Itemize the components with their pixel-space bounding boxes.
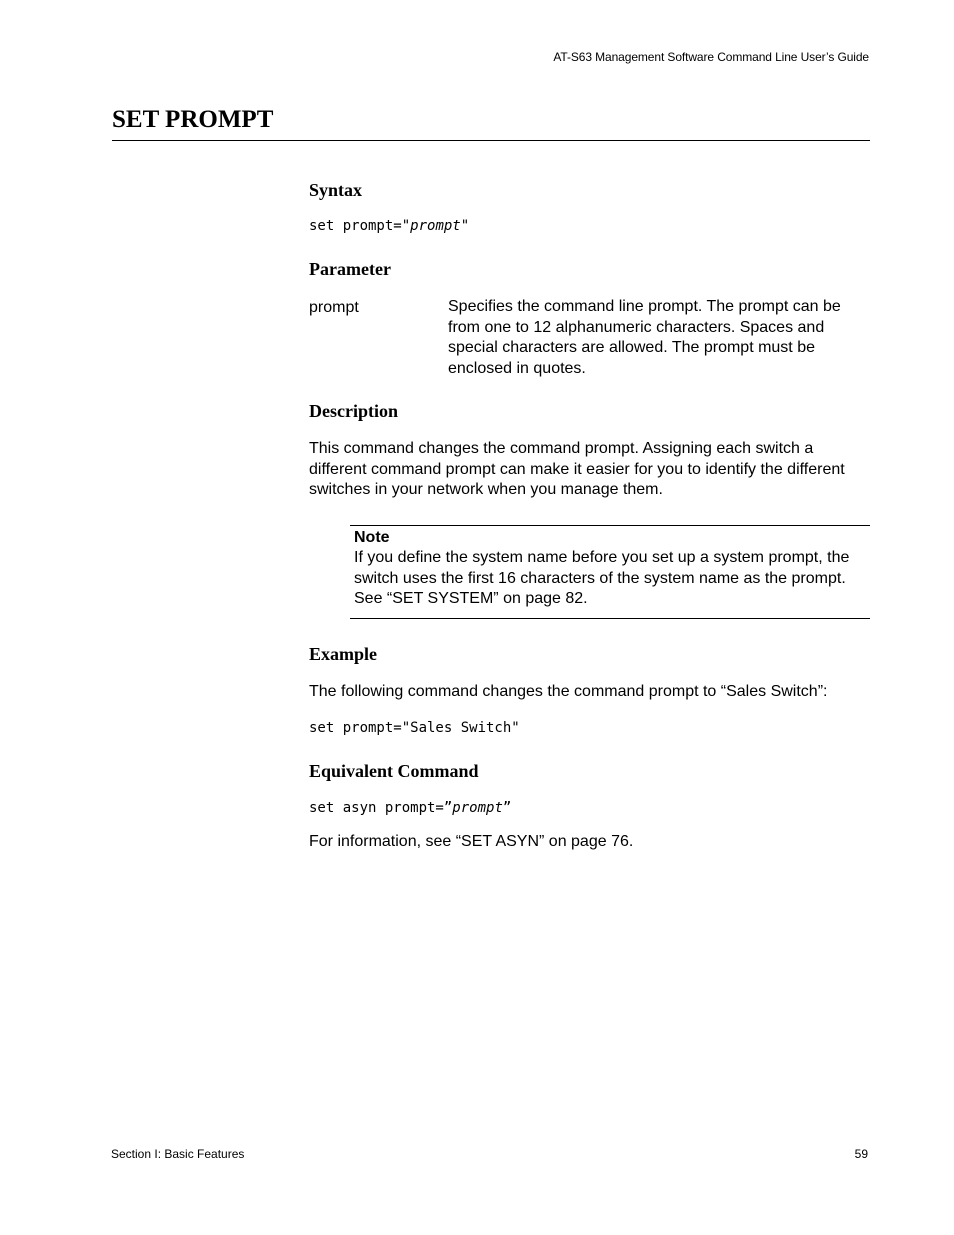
syntax-command-suffix: "	[460, 218, 470, 234]
syntax-command-prefix: set prompt="	[309, 218, 411, 234]
example-command: set prompt="Sales Switch"	[309, 720, 520, 736]
footer-section: Section I: Basic Features	[111, 1147, 245, 1161]
syntax-command	[309, 218, 469, 234]
equivalent-command-arg: prompt	[452, 800, 503, 816]
example-heading: Example	[309, 644, 378, 664]
note-text: If you define the system name before you set up a system prompt, the switch uses the first 16 characters of the system name as the prompt. See “SET SYSTEM” on page 82.	[354, 549, 850, 607]
equivalent-command	[309, 800, 511, 816]
equivalent-info-text: For information, see “SET ASYN” on page 76.	[309, 833, 634, 850]
parameter-heading: Parameter	[309, 259, 391, 279]
footer-page-number: 59	[854, 1147, 868, 1161]
title-rule	[112, 140, 870, 141]
description-text: This command changes the command prompt. Assigning each switch a different command prompt can make it easier for you to identify the different switches in your network when you manage them.	[309, 440, 845, 498]
description-heading: Description	[309, 401, 398, 421]
running-header: AT-S63 Management Software Command Line User’s Guide	[553, 50, 869, 64]
parameter-description: Specifies the command line prompt. The prompt can be from one to 12 alphanumeric characters. Spaces and special characters are allowed. The prompt must be enclosed in quotes.	[448, 298, 841, 377]
page-title: SET PROMPT	[112, 106, 274, 133]
parameter-name: prompt	[309, 299, 359, 316]
equivalent-command-heading: Equivalent Command	[309, 761, 479, 781]
syntax-heading: Syntax	[309, 180, 363, 200]
example-text: The following command changes the command prompt to “Sales Switch”:	[309, 683, 828, 700]
syntax-command-arg: prompt	[410, 218, 461, 234]
equivalent-command-suffix: ”	[502, 800, 512, 816]
note-label: Note	[354, 529, 390, 546]
equivalent-command-prefix: set asyn prompt=”	[309, 800, 453, 816]
